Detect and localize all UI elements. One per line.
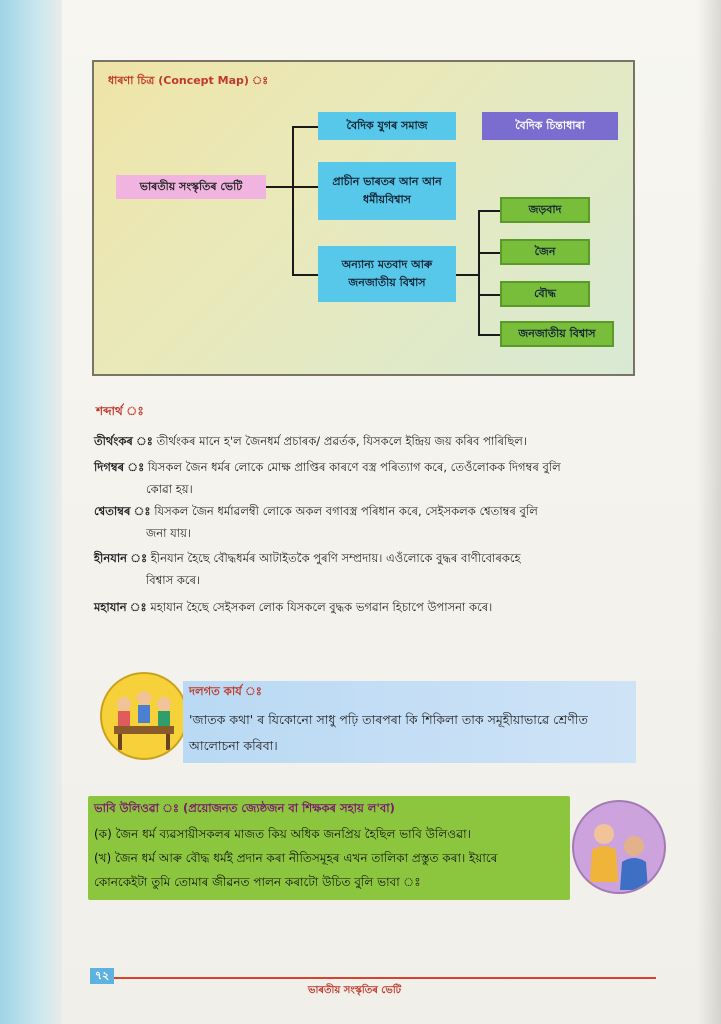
glossary-entry — [94, 596, 624, 618]
glossary-definition: হীনযান হৈছে বৌদ্ধধৰ্মৰ আটাইতকৈ পুৰণি সম্প্ৰদায়। এওঁলোকে বুদ্ধৰ বাণীবোৰকহে — [150, 551, 521, 565]
glossary-term: দিগম্বৰ ঃ — [94, 460, 145, 474]
glossary-definition-cont: বিশ্বাস কৰে। — [146, 573, 201, 587]
think-box — [88, 796, 570, 900]
think-question-b: (খ) জৈন ধৰ্ম আৰু বৌদ্ধ ধৰ্মই প্ৰদান কৰা নীতিসমূহৰ এখন তালিকা প্ৰস্তুত কৰা। ইয়াৰে — [94, 851, 498, 865]
thinking-children-illustration — [572, 800, 666, 894]
concept-map-title: ধাৰণা চিত্ৰ (Concept Map) ঃ — [108, 74, 269, 87]
glossary-entry — [94, 500, 624, 544]
concept-sub-tribal-belief: জনজাতীয় বিশ্বাস — [500, 321, 614, 347]
glossary-term: মহাযান ঃ — [94, 600, 147, 614]
glossary-entry — [94, 547, 624, 591]
glossary-entry — [94, 456, 624, 500]
concept-sub-buddhism: বৌদ্ধ — [500, 281, 590, 307]
students-discussion-illustration — [100, 672, 188, 760]
glossary-definition-cont: জনা যায়। — [146, 526, 191, 540]
glossary-entry — [94, 430, 624, 452]
glossary-definition-cont: কোৱা হয়। — [146, 482, 193, 496]
think-title: ভাবি উলিওৱা ঃ (প্ৰয়োজনত জ্যেষ্ঠজন বা শিক্ষকৰ সহায় ল'বা) — [94, 801, 395, 815]
glossary-definition: তীৰ্থংকৰ মানে হ'ল জৈনধৰ্ম প্ৰচাৰক/ প্ৰৱৰ্তক, যিসকলে ইন্দ্ৰিয় জয় কৰিব পাৰিছিল। — [156, 434, 527, 448]
concept-sub-jain: জৈন — [500, 239, 590, 265]
concept-branch-other-doctrines: অন্যান্য মতবাদ আৰু জনজাতীয় বিশ্বাস — [318, 246, 456, 302]
concept-branch-other-beliefs: প্ৰাচীন ভাৰতৰ আন আন ধৰ্মীয়বিশ্বাস — [318, 162, 456, 220]
footer-title: ভাৰতীয় সংস্কৃতিৰ ভেটি — [308, 985, 402, 996]
glossary-heading: শব্দাৰ্থ ঃ — [96, 404, 144, 418]
think-question-b-cont: কোনকেইটা তুমি তোমাৰ জীৱনত পালন কৰাটো উচিত বুলি ভাবা ঃ — [94, 875, 421, 889]
concept-vedic-thought: বৈদিক চিন্তাধাৰা — [482, 112, 618, 140]
concept-branch-vedic-society: বৈদিক যুগৰ সমাজ — [318, 112, 456, 140]
think-question-a: (ক) জৈন ধৰ্ম ব্যৱসায়ীসকলৰ মাজত কিয় অধিক জনপ্ৰিয় হৈছিল ভাবি উলিওৱা। — [94, 827, 471, 841]
footer-rule — [90, 977, 656, 979]
glossary-definition: যিসকল জৈন ধৰ্মৰ লোকে মোক্ষ প্ৰাপ্তিৰ কাৰণে বস্ত্ৰ পৰিত্যাগ কৰে, তেওঁলোকক দিগম্বৰ বুলি — [147, 460, 561, 474]
page-number: ৭২ — [90, 968, 114, 984]
glossary-definition: মহাযান হৈছে সেইসকল লোক যিসকলে বুদ্ধক ভগৱান হিচাপে উপাসনা কৰে। — [150, 600, 493, 614]
group-work-text: 'জাতক কথা' ৰ যিকোনো সাধু পঢ়ি তাৰপৰা কি শিকিলা তাক সমূহীয়াভাৱে শ্ৰেণীত আলোচনা কৰিবা। — [189, 712, 588, 753]
glossary-definition: যিসকল জৈন ধৰ্মাৱলম্বী লোকে অকল বগাবস্ত্ৰ পৰিধান কৰে, সেইসকলক শ্বেতাম্বৰ বুলি — [154, 504, 538, 518]
concept-root: ভাৰতীয় সংস্কৃতিৰ ভেটি — [116, 175, 266, 199]
group-work-title: দলগত কাৰ্য ঃ — [189, 684, 262, 698]
glossary-term: শ্বেতাম্বৰ ঃ — [94, 504, 151, 518]
glossary-term: হীনযান ঃ — [94, 551, 148, 565]
concept-map — [92, 60, 635, 376]
glossary-term: তীৰ্থংকৰ ঃ — [94, 434, 153, 448]
page-edge — [0, 0, 62, 1024]
group-work-box — [183, 681, 636, 763]
page-shadow — [697, 0, 721, 1024]
concept-sub-materialism: জড়বাদ — [500, 197, 590, 223]
